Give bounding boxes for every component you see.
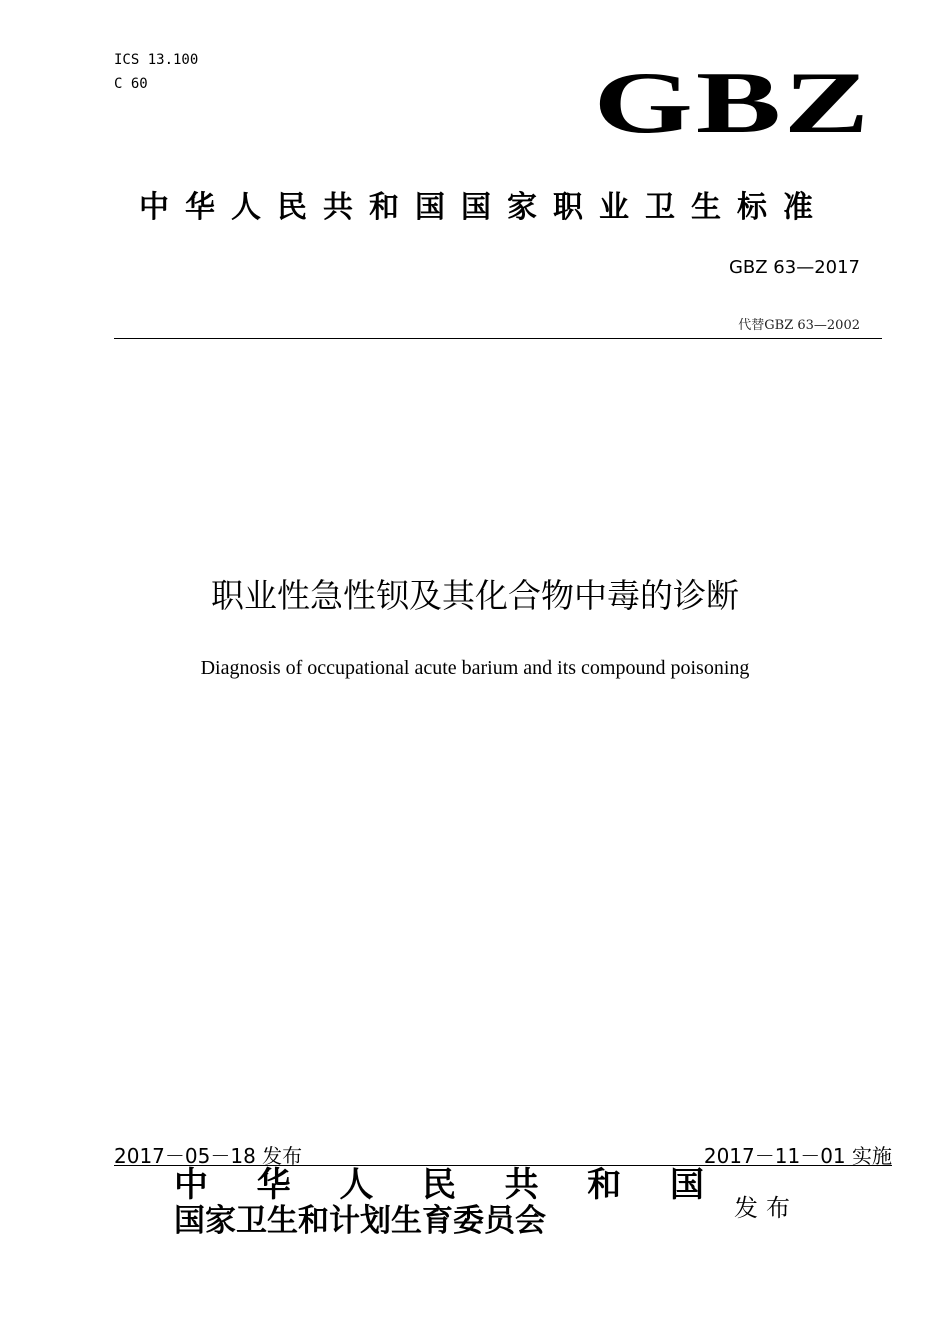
document-title-english: Diagnosis of occupational acute barium and its compound poisoning — [200, 657, 750, 679]
document-title-chinese: 职业性急性钡及其化合物中毒的诊断 — [211, 576, 739, 615]
classification-codes — [114, 48, 198, 96]
issuer-char: 华 — [256, 1165, 291, 1205]
issuer-line-1 — [174, 1166, 704, 1204]
issued-label: 发布 — [734, 1194, 798, 1222]
issuer-char: 中 — [174, 1165, 208, 1205]
issuer-char: 共 — [504, 1165, 539, 1205]
issue-date: 2017－05－18 发布 — [114, 1144, 303, 1168]
ics-code: ICS 13.100 — [114, 52, 199, 68]
national-standard-heading: 中华人民共和国国家职业卫生标准 — [139, 190, 829, 225]
standard-number: GBZ 63—2017 — [728, 257, 860, 278]
issuer-line-2: 国家卫生和计划生育委员会 — [174, 1203, 546, 1239]
issuer-char: 人 — [339, 1165, 374, 1205]
gbz-logo: GBZ — [593, 55, 872, 152]
replaces-standard: 代替GBZ 63—2002 — [738, 318, 860, 333]
issuer-char: 民 — [421, 1165, 456, 1205]
issuer-char: 和 — [587, 1165, 622, 1205]
header-divider — [114, 338, 882, 339]
issuer-char: 国 — [669, 1165, 704, 1205]
ccs-code: C 60 — [114, 76, 148, 92]
implementation-date: 2017－11－01 实施 — [703, 1144, 892, 1168]
